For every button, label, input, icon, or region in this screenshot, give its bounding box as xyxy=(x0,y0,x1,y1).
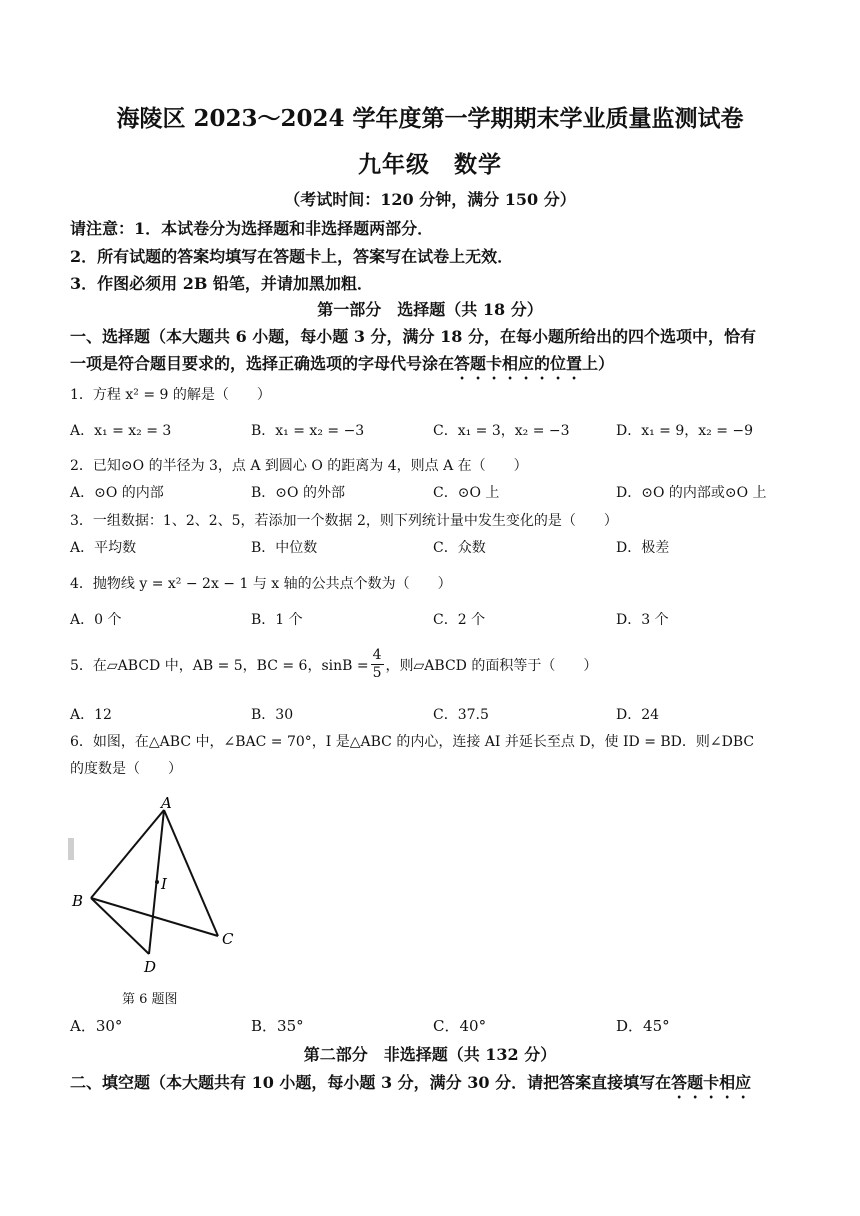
question-1-stem: 1．方程 x² = 9 的解是（ ） xyxy=(70,387,271,403)
segment-ab xyxy=(91,810,164,898)
exam-title: 海陵区 2023～2024 学年度第一学期期末学业质量监测试卷 xyxy=(116,105,744,132)
question-4-stem: 4．抛物线 y = x² − 2x − 1 与 x 轴的公共点个数为（ ） xyxy=(70,576,452,592)
q5-fraction-numerator: 4 xyxy=(372,647,382,663)
part2-heading: 第二部分 非选择题（共 132 分） xyxy=(303,1045,557,1064)
q5-stem-pre: 5．在▱ABCD 中，AB = 5，BC = 6，sinB = xyxy=(70,657,369,674)
q5-fraction-denominator: 5 xyxy=(372,665,382,681)
scan-smudge xyxy=(68,838,74,860)
notice-3: 3．作图必须用 2B 铅笔，并请加黑加粗． xyxy=(70,274,373,293)
q2-option-d: D．⊙O 的内部或⊙O 上 xyxy=(616,485,767,501)
q5-option-a: A．12 xyxy=(70,707,112,723)
part1-instr-plain: 一项是符合题目要求的，选择正确选项的字母代号涂在 xyxy=(70,354,455,373)
q6-option-d: D．45° xyxy=(616,1017,670,1035)
q1-option-b: B．x₁ = x₂ = −3 xyxy=(251,423,365,439)
q4-option-b: B．1 个 xyxy=(251,612,303,628)
label-b: B xyxy=(72,892,84,910)
q6-option-c: C．40° xyxy=(433,1017,487,1035)
q2-option-c: C．⊙O 上 xyxy=(433,485,500,501)
question-6-stem-line2: 的度数是（ ） xyxy=(70,761,182,777)
part1-instruction-line2 xyxy=(70,351,614,383)
q2-option-a: A．⊙O 的内部 xyxy=(70,485,164,501)
question-3-stem: 3．一组数据：1、2、2、5，若添加一个数据 2，则下列统计量中发生变化的是（ ） xyxy=(70,513,618,529)
part1-instr-end: 上） xyxy=(582,354,615,373)
q1-option-a: A．x₁ = x₂ = 3 xyxy=(70,423,172,439)
q6-figure-caption: 第 6 题图 xyxy=(122,992,178,1007)
exam-subject: 九年级 数学 xyxy=(358,151,502,178)
exam-info: （考试时间：120 分钟，满分 150 分） xyxy=(284,190,576,209)
q3-option-b: B．中位数 xyxy=(251,540,318,556)
q4-option-d: D．3 个 xyxy=(616,612,669,628)
notice-2: 2．所有试题的答案均填写在答题卡上，答案写在试卷上无效． xyxy=(70,247,514,266)
q5-fraction xyxy=(371,647,384,682)
q6-triangle-figure xyxy=(60,790,260,985)
q5-option-c: C．37.5 xyxy=(433,707,489,723)
q5-option-b: B．30 xyxy=(251,707,294,723)
part1-heading: 第一部分 选择题（共 18 分） xyxy=(317,300,543,319)
question-5-stem xyxy=(70,647,597,682)
part2-instr-plain: 二、填空题（本大题共有 10 小题，每小题 3 分，满分 30 分．请把答案直接填写在 xyxy=(70,1073,672,1092)
part2-instruction xyxy=(70,1070,751,1102)
q3-option-a: A．平均数 xyxy=(70,540,137,556)
q3-option-c: C．众数 xyxy=(433,540,486,556)
question-6-stem-line1: 6．如图，在△ABC 中，∠BAC = 70°，I 是△ABC 的内心，连接 AI 并延长至点 D，使 ID = BD．则∠DBC xyxy=(70,734,755,750)
label-a: A xyxy=(161,794,172,812)
label-c: C xyxy=(222,930,234,948)
q2-option-b: B．⊙O 的外部 xyxy=(251,485,345,501)
q1-option-d: D．x₁ = 9，x₂ = −9 xyxy=(616,423,754,439)
q5-option-d: D．24 xyxy=(616,707,660,723)
label-d: D xyxy=(144,958,157,976)
question-2-stem: 2．已知⊙O 的半径为 3，点 A 到圆心 O 的距离为 4，则点 A 在（ ） xyxy=(70,458,528,474)
segment-ac xyxy=(164,810,218,936)
notice-1: 请注意：1．本试卷分为选择题和非选择题两部分． xyxy=(70,219,434,238)
q3-option-d: D．极差 xyxy=(616,540,670,556)
part2-instr-dotted: 答题卡相应 xyxy=(671,1073,752,1092)
q1-option-c: C．x₁ = 3，x₂ = −3 xyxy=(433,423,570,439)
q6-option-a: A．30° xyxy=(70,1017,123,1035)
q5-stem-post: ，则▱ABCD 的面积等于（ ） xyxy=(385,657,598,674)
q4-option-c: C．2 个 xyxy=(433,612,486,628)
q6-option-b: B．35° xyxy=(251,1017,304,1035)
part1-instruction-line1: 一、选择题（本大题共 6 小题，每小题 3 分，满分 18 分，在每小题所给出的四个选项中，恰有 xyxy=(70,327,756,346)
point-i xyxy=(155,880,159,884)
label-i: I xyxy=(161,875,167,893)
part1-instr-dotted: 答题卡相应的位置 xyxy=(454,354,583,373)
q4-option-a: A．0 个 xyxy=(70,612,122,628)
